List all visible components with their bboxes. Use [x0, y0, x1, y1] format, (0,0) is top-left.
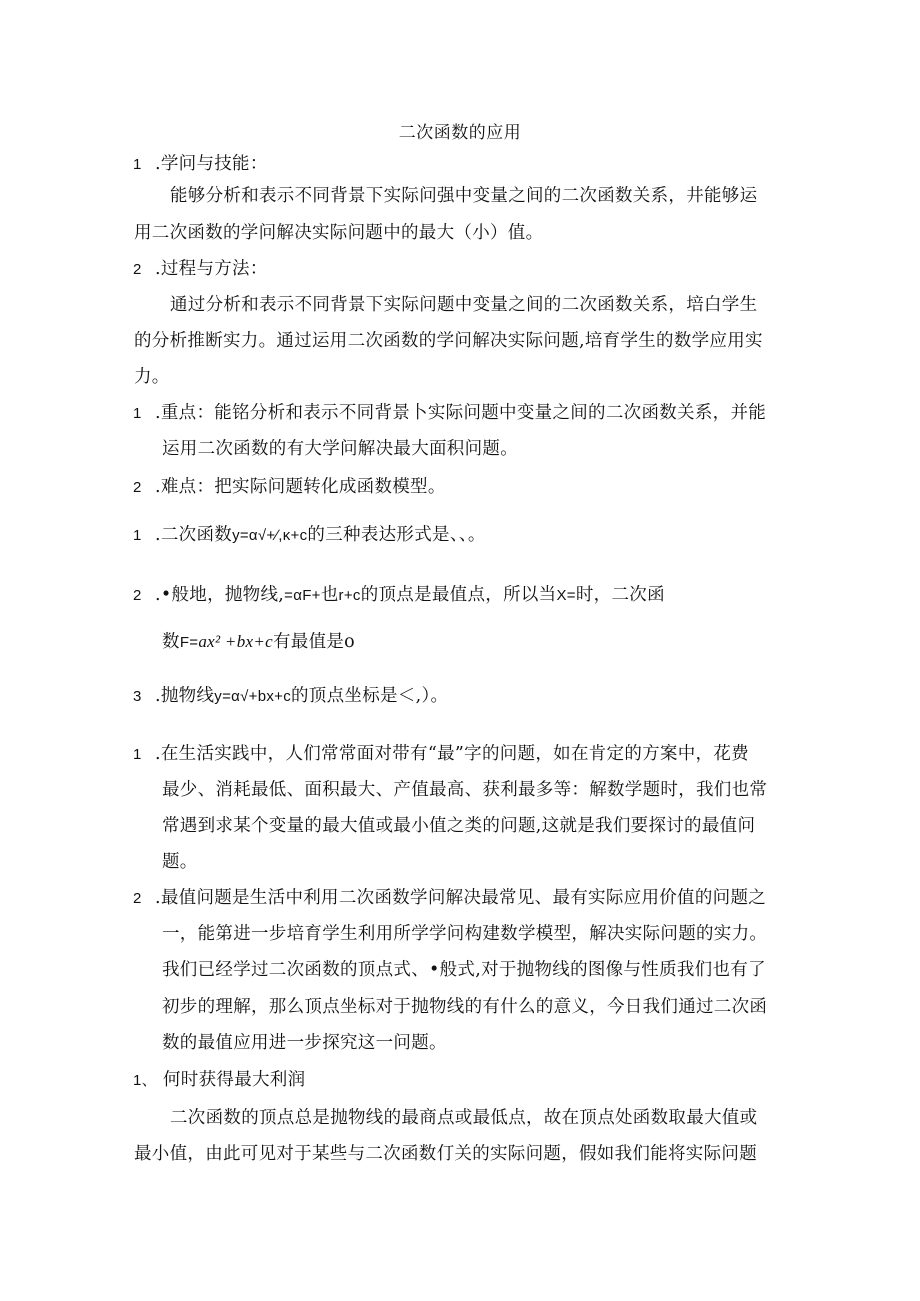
list-item [133, 476, 446, 499]
section-heading [133, 153, 268, 176]
formula: X= [556, 587, 576, 604]
paragraph-line: 运用二次函数的有大学问解决最大面积问题。 [162, 439, 518, 459]
paragraph-line: 最小值，由此可见对于某些与二次函数仃关的实际问题，假如我们能将实际问题 [134, 1144, 757, 1164]
formula: r+c [338, 587, 361, 604]
text: .二次函数 [155, 525, 233, 545]
paragraph-line: 二次函数的顶点总是抛物线的最商点或最低点，故在顶点处函数取最大值或 [170, 1108, 758, 1128]
list-item [133, 685, 448, 708]
paragraph-line: 的分析推断实力。通过运用二次函数的学问解决实际问题,培育学生的数学应用实 [134, 331, 763, 351]
text: .最值问题是生活中利用二次函数学问解决最常见、最有实际应用价值的问题之 [155, 888, 767, 908]
paragraph-line: 我们已经学过二次函数的顶点式、•般式,对于抛物线的图像与性质我们也有了 [162, 960, 766, 980]
paragraph-line: 常遇到求某个变量的最大值或最小值之类的问题,这就是我们要探讨的最值问 [162, 816, 756, 836]
list-number: 1 [133, 405, 142, 422]
text: 的顶点坐标是＜,）。 [291, 686, 449, 706]
formula: =αF+ [284, 587, 321, 604]
list-item [133, 402, 766, 425]
text: .抛物线 [155, 686, 215, 706]
paragraph-line: 题。 [162, 852, 198, 872]
list-number: 1 [133, 746, 142, 763]
list-number: 1 [133, 527, 142, 544]
paragraph-line: 能够分析和表示不同背景下实际问强中变量之间的二次函数关系，井能够运 [170, 186, 758, 206]
list-item [133, 887, 766, 910]
paragraph-line: 初步的理解，那么顶点坐标对于抛物线的有什么的意义，今日我们通过二次函 [162, 997, 768, 1017]
paragraph-line: 用二次函数的学问解决实际问题中的最大（小）值。 [134, 223, 544, 243]
text: 的三种表达形式是、、。 [307, 525, 486, 545]
text: 时，二次函 [575, 585, 665, 605]
text: 的顶点是最值点，所以当 [360, 585, 557, 605]
paragraph-line: 数的最值应用进一步探究这一问题。 [162, 1033, 447, 1053]
text: 有最值是o [272, 632, 356, 652]
section-heading [133, 1069, 305, 1092]
document-title: 二次函数的应用 [398, 123, 522, 143]
list-number: 2 [133, 587, 142, 604]
text: .重点：能铭分析和表示不同背景卜实际问题中变量之间的二次函数关系，并能 [155, 403, 767, 423]
list-number: 2 [133, 479, 142, 496]
paragraph-line: 通过分析和表示不同背景下实际问题中变量之间的二次函数关系，培白学生 [170, 295, 758, 315]
text: .难点：把实际问题转化成函数模型。 [155, 477, 446, 497]
formula: y=α√+bx+c [214, 688, 291, 705]
section-heading [133, 258, 268, 281]
formula: y=α√+∕,κ+c [232, 527, 308, 544]
text: .在生活实践中，人们常常面对带有“最”字的问题，如在肯定的方案中，花费 [155, 744, 749, 764]
text: .•般地，抛物线, [155, 585, 285, 605]
text: 数 [162, 632, 180, 652]
paragraph-line: 力。 [134, 367, 170, 387]
list-number: 2 [133, 261, 142, 278]
list-number: 2 [133, 890, 142, 907]
list-number: 3 [133, 688, 142, 705]
paragraph-line: 最少、消耗最低、面积最大、产值最高、获利最多等：解数学题时，我们也常 [162, 780, 768, 800]
list-item [133, 743, 749, 766]
list-number: 1、 [133, 1072, 157, 1089]
paragraph-line [162, 631, 355, 654]
formula: F= [179, 634, 199, 651]
text: 何时获得最大利润 [163, 1070, 306, 1090]
list-item [133, 524, 486, 547]
list-number: 1 [133, 156, 142, 173]
text: .学问与技能： [155, 154, 268, 174]
paragraph-line: 一，能第进一步培育学生利用所学学问构建数学模型，解决实际问题的实力。 [162, 924, 768, 944]
text: 也 [320, 585, 339, 605]
list-item [133, 584, 665, 607]
formula: ax² +bx+c [198, 632, 273, 651]
text: .过程与方法： [155, 259, 268, 279]
